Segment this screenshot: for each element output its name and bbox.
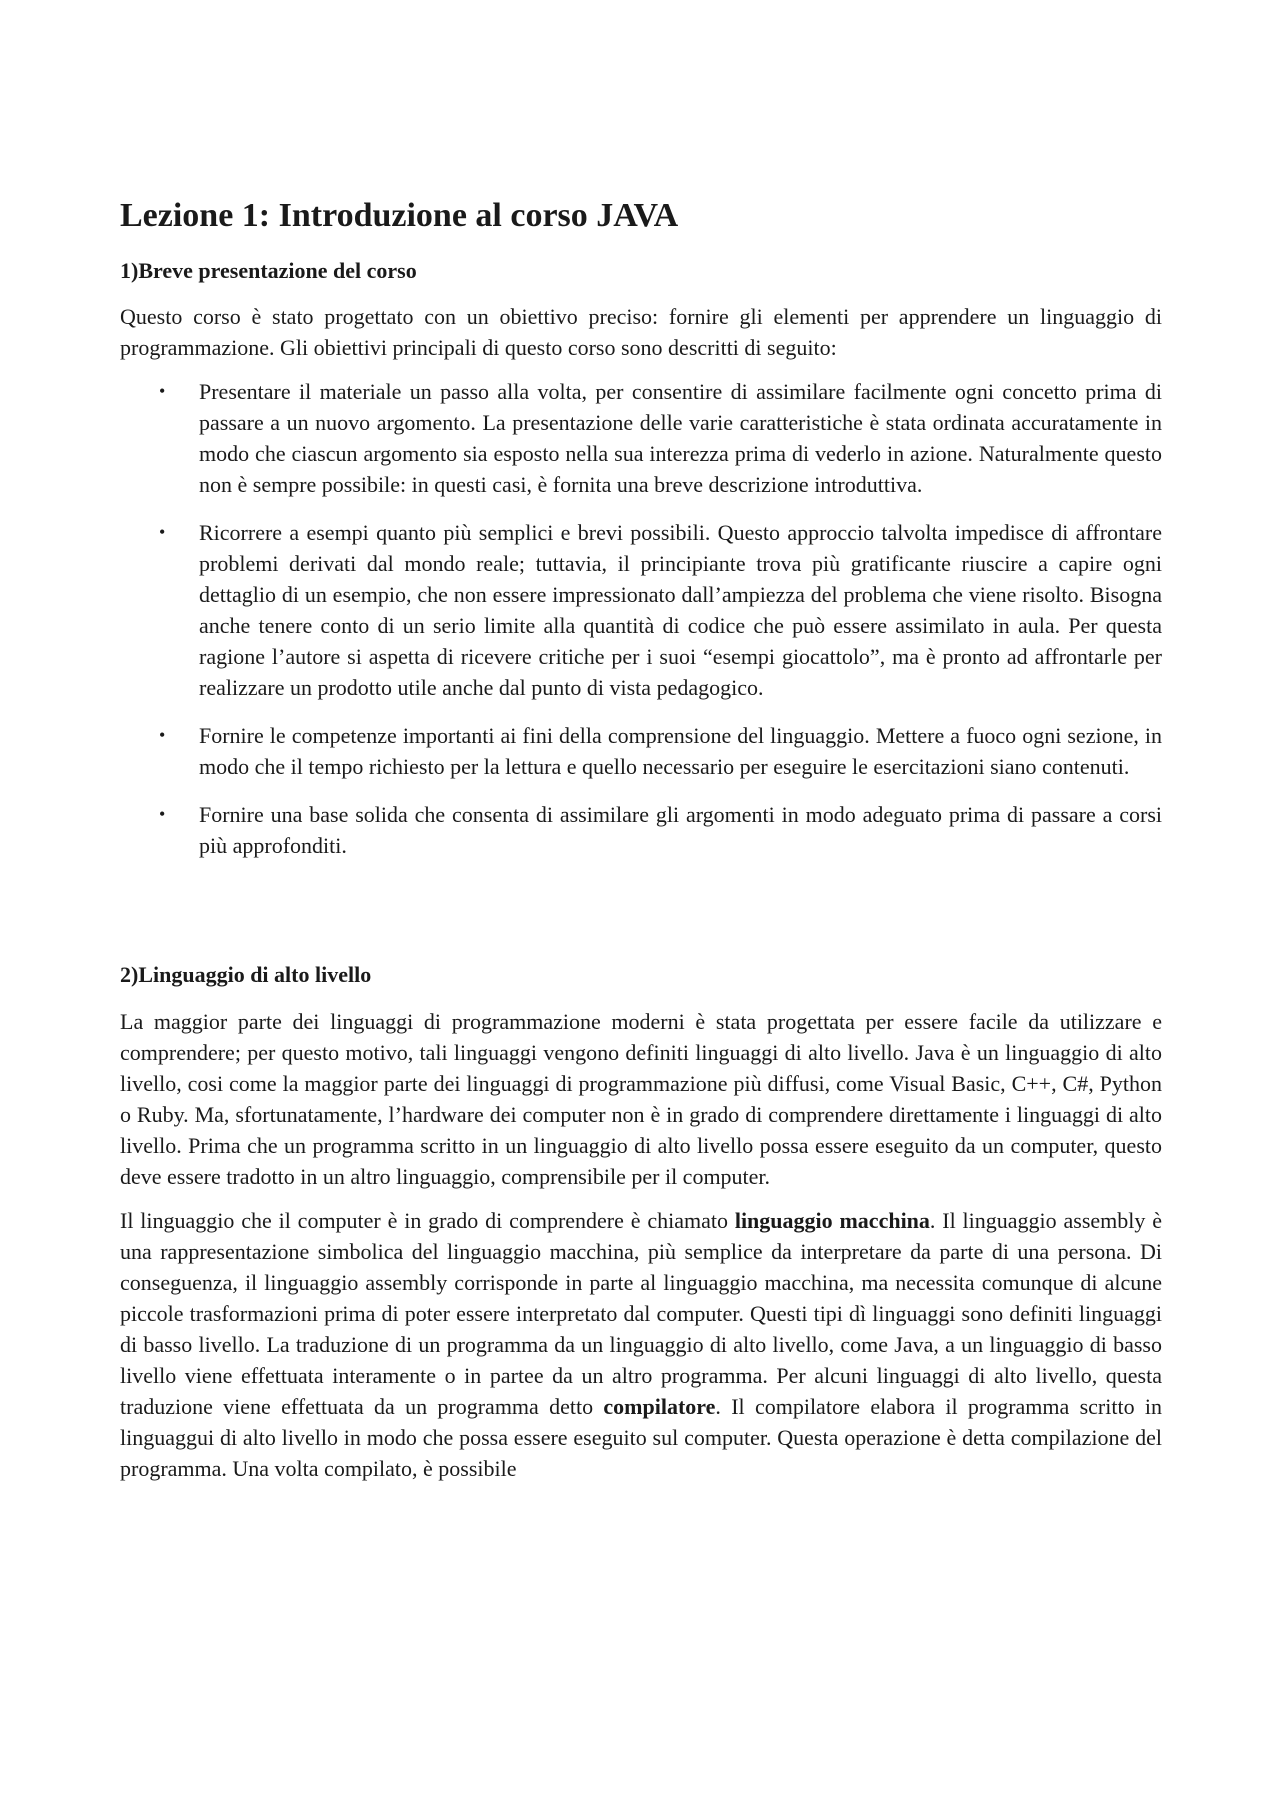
objectives-list [120, 376, 1162, 861]
paragraph-text: . Il linguaggio assembly è una rappresentazione simbolica del linguaggio macchina, più semplice da interpretare da parte di una persona. Di conseguenza, il linguaggio assembly corrisponde in parte al linguaggio macchina, ma necessita comunque di alcune piccole trasformazioni prima di poter essere interpretato dal computer. Questi tipi dì linguaggi sono definiti linguaggi di basso livello. La traduzione di un programma da un linguaggio di alto livello, come Java, a un linguaggio di basso livello viene effettuata interamente o in partee da un altro programma. Per alcuni linguaggi di alto livello, questa traduzione viene effettuata da un programma detto [120, 1207, 1162, 1419]
page-title: Lezione 1: Introduzione al corso JAVA [120, 197, 679, 234]
bold-term-compiler: compilatore [603, 1393, 716, 1419]
section-course-presentation [120, 257, 1162, 862]
list-item [120, 720, 1162, 782]
list-item-text: Presentare il materiale un passo alla volta, per consentire di assimilare facilmente ogni concetto prima di passare a un nuovo argomento. La presentazione delle varie caratteristiche è stata ordinata accuratamente in modo che ciascun argomento sia esposto nella sua interezza prima di vederlo in azione. Naturalmente questo non è sempre possibile: in questi casi, è fornita una breve descrizione introduttiva. [199, 379, 1162, 498]
list-item-text: Fornire le competenze importanti ai fini della comprensione del linguaggio. Mettere a fuoco ogni sezione, in modo che il tempo richiesto per la lettura e quello necessario per eseguire le esercitazioni siano contenuti. [199, 723, 1162, 780]
bullet-icon: • [159, 804, 166, 825]
paragraph-text: . Il compilatore elabora il programma scritto in linguaggui di alto livello in modo che possa essere eseguito sul computer. Questa operazione è detta compilazione del programma. Una volta compilato, è possibile [120, 1393, 1162, 1481]
section-intro-paragraph: Questo corso è stato progettato con un obiettivo preciso: fornire gli elementi per apprendere un linguaggio di programmazione. Gli obiettivi principali di questo corso sono descritti di seguito: [120, 304, 1162, 361]
section-heading: 1)Breve presentazione del corso [120, 257, 417, 283]
section-high-level-language [120, 961, 1162, 1484]
list-item [120, 376, 1162, 500]
section-heading: 2)Linguaggio di alto livello [120, 962, 372, 988]
list-item-text: Fornire una base solida che consenta di assimilare gli argomenti in modo adeguato prima di passare a corsi più approfonditi. [199, 802, 1162, 859]
bullet-icon: • [159, 725, 166, 746]
bullet-icon: • [159, 522, 166, 543]
body-paragraph: La maggior parte dei linguaggi di programmazione moderni è stata progettata per essere facile da utilizzare e comprendere; per questo motivo, tali linguaggi vengono definiti linguaggi di alto livello. Java è un linguaggio di alto livello, cosi come la maggior parte dei linguaggi di programmazione più diffusi, come Visual Basic, C++, C#, Python o Ruby. Ma, sfortunatamente, l’hardware dei computer non è in grado di comprendere direttamente i linguaggi di alto livello. Prima che un programma scritto in un linguaggio di alto livello possa essere eseguito da un computer, questo deve essere tradotto in un altro linguaggio, comprensibile per il computer. [120, 1008, 1162, 1189]
bullet-icon: • [159, 381, 166, 402]
list-item [120, 517, 1162, 703]
body-paragraph [120, 1205, 1162, 1484]
list-item-text: Ricorrere a esempi quanto più semplici e brevi possibili. Questo approccio talvolta impedisce di affrontare problemi derivati dal mondo reale; tuttavia, il principiante trova più gratificante riuscire a capire ogni dettaglio di un esempio, che non essere impressionato dall’ampiezza del problema che viene risolto. Bisogna anche tenere conto di un serio limite alla quantità di codice che può essere assimilato in aula. Per questa ragione l’autore si aspetta di ricevere critiche per i suoi “esempi giocattolo”, ma è pronto ad affrontarle per realizzare un prodotto utile anche dal punto di vista pedagogico. [199, 520, 1162, 701]
bold-term-machine-language: linguaggio macchina [734, 1207, 930, 1233]
list-item [120, 799, 1162, 861]
paragraph-text: Il linguaggio che il computer è in grado di comprendere è chiamato [120, 1207, 735, 1233]
